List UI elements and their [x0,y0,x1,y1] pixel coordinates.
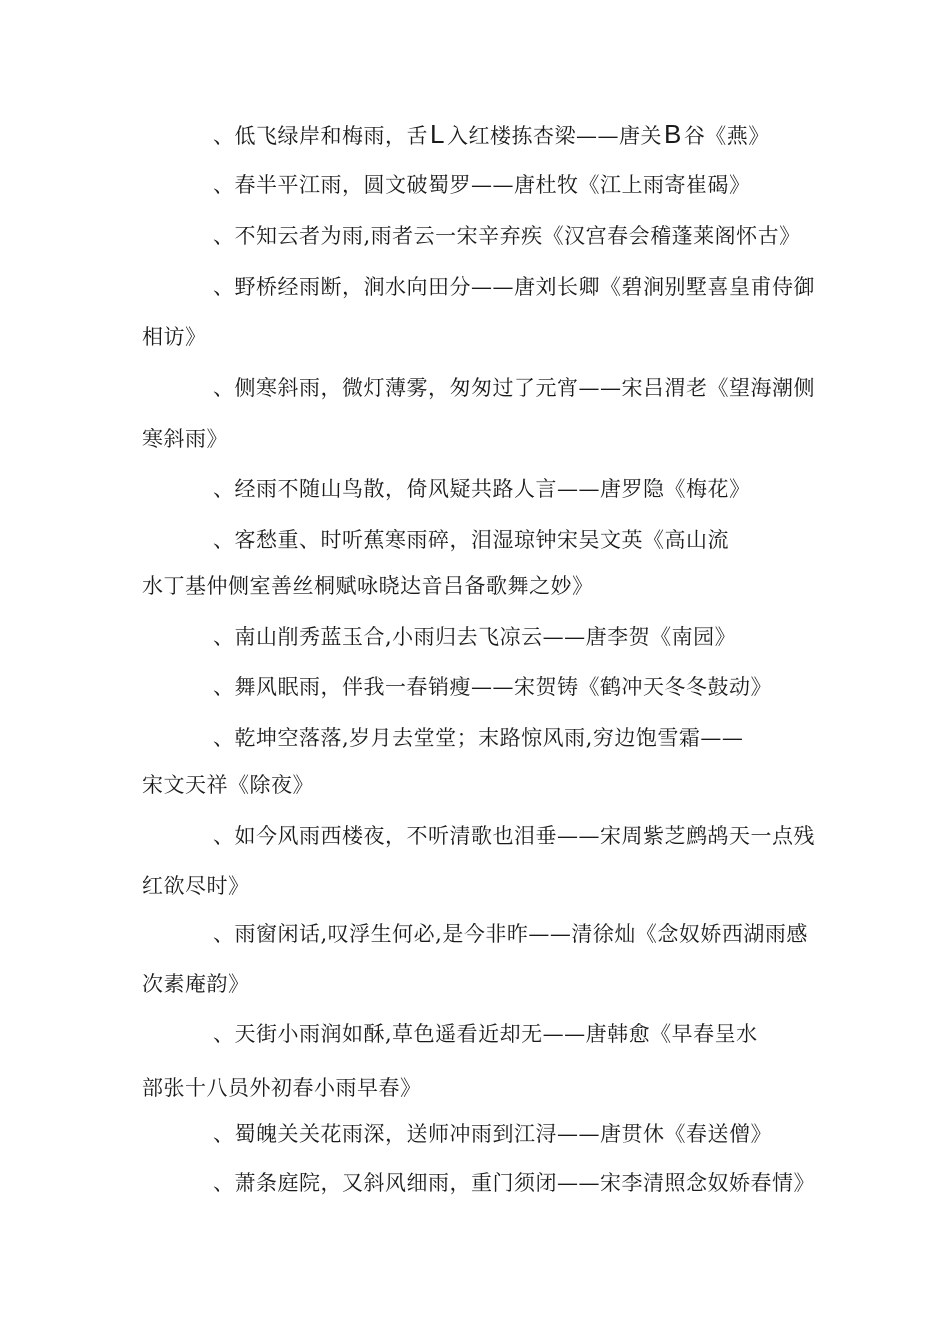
poem-line-3: 、不知云者为雨,雨者云一宋辛弃疾《汉宫春会稽蓬莱阁怀古》 [213,224,801,248]
poem-1-part-a: 、低飞绿岸和梅雨，舌 [213,124,428,148]
poem-line-12: 、雨窗闲话,叹浮生何必,是今非昨——清徐灿《念奴娇西湖雨感 [213,922,808,946]
poem-line-15: 、萧条庭院，又斜风细雨，重门须闭——宋李清照念奴娇春情》 [213,1171,815,1195]
poem-line-9: 、舞风眠雨，伴我一春销瘦——宋贺铸《鹤冲天冬冬鼓动》 [213,675,772,699]
poem-1-part-c: 入红楼拣杏梁——唐关 [446,124,662,148]
poem-line-6: 、经雨不随山鸟散，倚风疑共路人言——唐罗隐《梅花》 [213,477,751,501]
poem-line-14: 、蜀魄关关花雨深，送师冲雨到江浔——唐贯休《春送僧》 [213,1122,772,1146]
poem-line-8: 、南山削秀蓝玉合,小雨归去飞凉云——唐李贺《南园》 [213,625,737,649]
poem-line-10: 、乾坤空落落,岁月去堂堂；末路惊风雨,穷边饱雪霜—— [213,726,744,750]
poem-line-13: 、天街小雨润如酥,草色遥看近却无——唐韩愈《早春呈水 [213,1022,758,1046]
poem-line-12-cont: 次素庵韵》 [142,972,250,996]
poem-line-4: 、野桥经雨断，涧水向田分——唐刘长卿《碧涧别墅喜皇甫侍御 [213,275,815,299]
poem-line-13-cont: 部张十八员外初春小雨早春》 [142,1076,422,1100]
poem-line-1 [213,120,770,150]
poem-line-5: 、侧寒斜雨，微灯薄雾，匆匆过了元宵——宋吕渭老《望海潮侧 [213,376,815,400]
poem-line-2: 、春半平江雨，圆文破蜀罗——唐杜牧《江上雨寄崔碣》 [213,173,751,197]
poem-line-10-cont: 宋文天祥《除夜》 [142,773,314,797]
poem-line-5-cont: 寒斜雨》 [142,427,228,451]
poem-line-7: 、客愁重、时听蕉寒雨碎，泪湿琼钟宋吴文英《高山流 [213,528,729,552]
poem-line-4-cont: 相访》 [142,325,207,349]
poem-1-part-e: 谷《燕》 [683,124,770,148]
poem-line-11-cont: 红欲尽时》 [142,874,250,898]
poem-line-11: 、如今风雨西楼夜，不听清歌也泪垂——宋周紫芝鹧鸪天一点残 [213,824,815,848]
poem-1-glyph-l: L [430,119,445,149]
poem-1-glyph-b: B [663,119,682,149]
poem-line-7-cont: 水丁基仲侧室善丝桐赋咏晓达音吕备歌舞之妙》 [142,574,594,598]
